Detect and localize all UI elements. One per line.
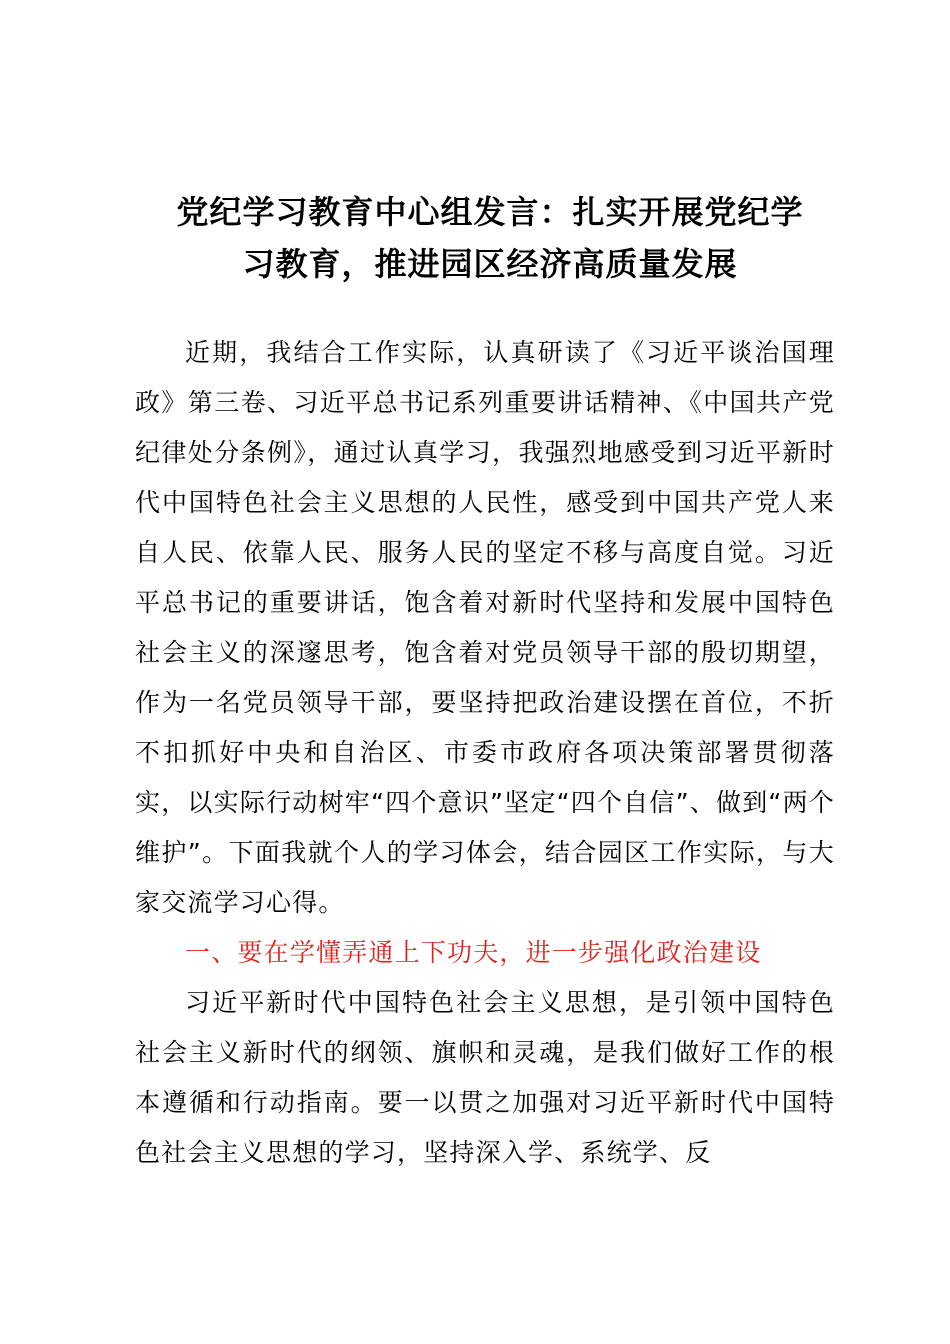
paragraph-2: 习近平新时代中国特色社会主义思想，是引领中国特色社会主义新时代的纲领、旗帜和灵魂，是我们做好工作的根本遵循和行动指南。要一以贯之加强对习近平新时代中国特色社会主义思想的学习，坚持深入学、系统学、反 [135,988,835,1167]
document-title [110,186,870,290]
title-line-1: 党纪学习教育中心组发言：扎实开展党纪学 [176,193,804,231]
paragraph-1: 近期，我结合工作实际，认真研读了《习近平谈治国理政》第三卷、习近平总书记系列重要讲话精神、《中国共产党纪律处分条例》，通过认真学习，我强烈地感受到习近平新时代中国特色社会主义思想的人民性，感受到中国共产党人来自人民、依靠人民、服务人民的坚定不移与高度自觉。习近平总书记的重要讲话，饱含着对新时代坚持和发展中国特色社会主义的深邃思考，饱含着对党员领导干部的殷切期望，作为一名党员领导干部，要坚持把政治建设摆在首位，不折不扣抓好中央和自治区、市委市政府各项决策部署贯彻落实，以实际行动树牢“四个意识”坚定“四个自信”、做到“两个维护”。下面我就个人的学习体会，结合园区工作实际，与大家交流学习心得。 [135,338,835,917]
document-body [135,328,835,1178]
section-heading-1: 一、要在学懂弄通上下功夫，进一步强化政治建设 [185,938,762,967]
title-line-2: 习教育，推进园区经济高质量发展 [242,245,738,283]
